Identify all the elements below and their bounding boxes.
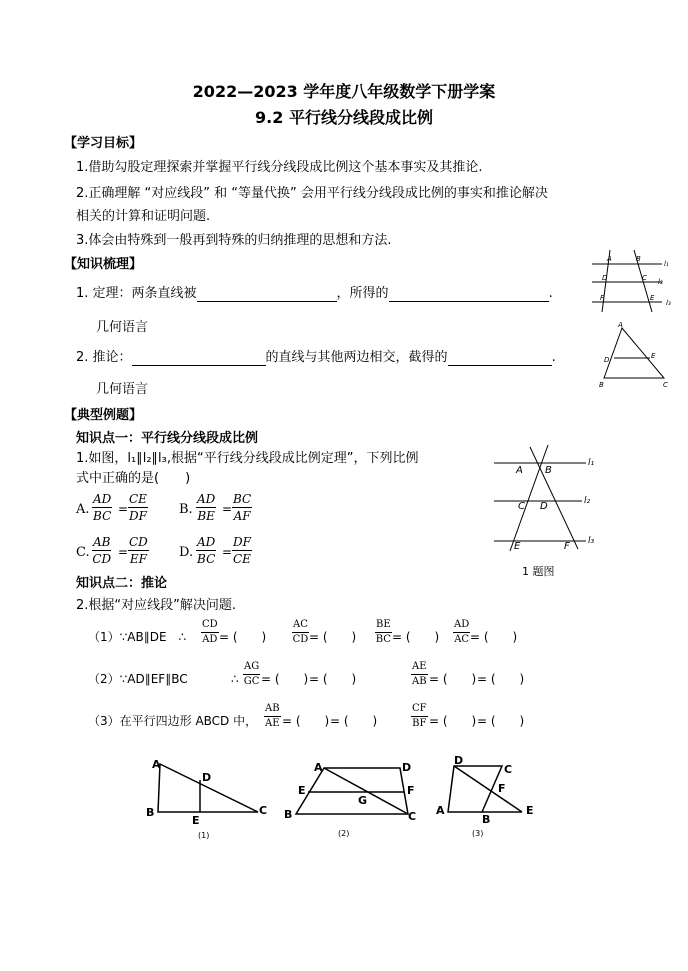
figure-2-caption: (2) [338, 829, 350, 838]
label-l1: l₁ [664, 260, 669, 268]
f1-label-E: E [192, 814, 200, 827]
theorem-end: . [548, 286, 553, 301]
option-D-frac-2: $\frac{DF}{CE}$ [233, 535, 251, 566]
option-B-label: B. [179, 502, 193, 517]
s1-frac-3: $\frac{BE}{BC}$ [375, 619, 391, 645]
f2-label-D: D [402, 761, 412, 774]
s2-blank-4[interactable]: = ( ) [477, 672, 525, 686]
objectives-heading: 【学习目标】 [64, 136, 143, 151]
f3-label-E: E [526, 804, 534, 817]
s1-blank-1[interactable]: = ( ) [219, 630, 267, 644]
question-2: 2.根据“对应线段”解决问题. [76, 598, 237, 613]
question-1-figure-caption: 1 题图 [522, 565, 555, 578]
s3-blank-2[interactable]: = ( ) [330, 714, 378, 728]
theorem-blank-1[interactable] [197, 288, 337, 302]
tri-label-D: D [604, 356, 610, 364]
label-C: C [642, 274, 647, 282]
s1-frac-1: $\frac{CD}{AD}$ [202, 619, 218, 645]
corollary-prefix: 2. 推论： [76, 350, 132, 365]
option-D-frac-1: $\frac{AD}{BC}$ [197, 535, 216, 566]
f2-label-B: B [284, 808, 293, 821]
question-1-line-1: 1.如图，l₁∥l₂∥l₃,根据“平行线分线段成比例定理”，下列比例 [76, 451, 419, 466]
q1-label-F: F [564, 541, 570, 552]
s2-frac-1: $\frac{AG}{GC}$ [243, 661, 260, 687]
figure-1-caption: (1) [198, 831, 210, 840]
corollary-mid: 的直线与其他两边相交，截得的 [265, 350, 448, 365]
corollary-blank-1[interactable] [132, 352, 266, 366]
figure-3 [432, 756, 542, 826]
option-D-label: D. [179, 545, 194, 560]
s3-blank-4[interactable]: = ( ) [477, 714, 525, 728]
label-A: A [607, 255, 612, 263]
f3-label-B: B [482, 813, 491, 826]
theorem-mid: ，所得的 [336, 286, 389, 301]
s2-blank-2[interactable]: = ( ) [309, 672, 357, 686]
tri-label-C: C [663, 381, 668, 389]
option-B-frac-1: $\frac{AD}{BE}$ [197, 492, 216, 523]
geometry-language-1: 几何语言 [96, 320, 149, 335]
tri-label-B: B [599, 381, 604, 389]
lesson-title: 9.2 平行线分线段成比例 [255, 108, 433, 127]
s1-blank-4[interactable]: = ( ) [470, 630, 518, 644]
figure-1 [140, 752, 280, 842]
q1-label-B: B [545, 465, 552, 476]
f3-label-C: C [504, 763, 513, 776]
option-C-frac-1: $\frac{AB}{CD}$ [92, 535, 112, 566]
label-F: F [600, 294, 605, 302]
s2-blank-1[interactable]: = ( ) [261, 672, 309, 686]
figure-3-caption: (3) [472, 829, 484, 838]
s1-frac-4: $\frac{AD}{AC}$ [454, 619, 470, 645]
f3-label-A: A [436, 804, 445, 817]
f1-label-A: A [152, 758, 161, 771]
label-l2: l₂ [658, 278, 663, 286]
f3-label-F: F [498, 782, 506, 795]
worksheet-page: 2022—2023 学年度八年级数学下册学案 9.2 平行线分线段成比例 【学习目标】 1.借助勾股定理探索并掌握平行线分线段成比例这个基本事实及其推论. 2.正确理解 “对应线段” 和 “等量代换” 会用平行线分线段成比例的事实和推论解决 相关的计算和证明问题. 3.体会由特殊到一般再到特殊的归纳推理的思想和方法. 【知识梳理】 1. 定理：两条直线被 ，所得的 . 几何语言 2. 推论： 的直线与其他两边相交，截得的 . 几何语言 A B D C F E l₁ l₂ l₃ A D E B C 【典型例题】 知识点一：平行线分线段成比例 1.如图，l₁∥l₂∥l₃,根据“平行线分线段成比例定理”，下列比例 式中正确的是( ) A. $\frac{AD}{BC}$ = $\frac{CE}{DF}$ B. $\frac{AD}{BE}$ = $\frac{BC}{AF}$ C. $\frac{AB}{CD}$ = $\frac{CD}{EF}$ D. $\frac{AD}{BC}$ = $\frac{DF}{CE}$ A B C D E F l₁ l₂ l₃ 1 题图 知识点二：推论 2.根据“对应线段”解决问题. （1）∵AB∥DE ∴ $\frac{CD}{AD}$ = ( ) $\frac{AC}{CD}$ = ( ) $\frac{BE}{BC}$ = ( ) $\frac{AD}{AC}$ = ( ) （2）∵AD∥EF∥BC ∴ $\frac{AG}{GC}$ = ( ) = ( ) $\frac{AE}{AB}$ = ( ) = ( ) （3）在平行四边形 ABCD 中， $\frac{AB}{AE}$ = ( ) = ( ) $\frac{CF}{BF}$ = ( ) = ( ) A D B E C (1) A D E G F B C (2) D C F A B E (3) [0, 0, 688, 971]
label-D: D [602, 274, 608, 282]
parallel-lines-figure [590, 250, 680, 320]
q1-label-D: D [540, 501, 548, 512]
theorem-blank-2[interactable] [389, 288, 549, 302]
knowledge-point-1: 知识点一：平行线分线段成比例 [76, 431, 259, 446]
option-C-frac-2: $\frac{CD}{EF}$ [129, 535, 148, 566]
s2-frac-2: $\frac{AE}{AB}$ [411, 661, 427, 687]
triangle-figure [596, 322, 676, 392]
corollary-blank-2[interactable] [448, 352, 552, 366]
s1-blank-3[interactable]: = ( ) [392, 630, 440, 644]
q1-label-C: C [518, 501, 525, 512]
f2-label-G: G [358, 794, 368, 807]
sub-question-3-prefix: （3）在平行四边形 ABCD 中， [88, 714, 258, 728]
s3-frac-1: $\frac{AB}{AE}$ [265, 703, 280, 729]
s1-blank-2[interactable]: = ( ) [309, 630, 357, 644]
f2-label-F: F [407, 784, 415, 797]
s3-frac-2: $\frac{CF}{BF}$ [412, 703, 427, 729]
sub-question-2-therefore: ∴ [231, 672, 239, 686]
option-C-label: C. [76, 545, 90, 560]
option-A-frac-1: $\frac{AD}{BC}$ [93, 492, 112, 523]
worksheet-title: 2022—2023 学年度八年级数学下册学案 [192, 82, 496, 101]
s3-blank-3[interactable]: = ( ) [429, 714, 477, 728]
objective-2-cont: 相关的计算和证明问题. [76, 209, 211, 224]
objective-3: 3.体会由特殊到一般再到特殊的归纳推理的思想和方法. [76, 233, 392, 248]
tri-label-A: A [618, 321, 623, 329]
q1-label-l3: l₃ [588, 536, 595, 546]
sub-question-1-prefix: （1）∵AB∥DE ∴ [88, 630, 187, 644]
theorem-prefix: 1. 定理：两条直线被 [76, 286, 197, 301]
sub-question-2-prefix: （2）∵AD∥EF∥BC [88, 672, 188, 686]
q1-label-E: E [514, 541, 521, 552]
theorem-line [76, 286, 553, 302]
option-A-frac-2: $\frac{CE}{DF}$ [129, 492, 147, 523]
f2-label-A: A [314, 761, 323, 774]
examples-heading: 【典型例题】 [64, 408, 143, 423]
f1-label-B: B [146, 806, 155, 819]
corollary-line [76, 350, 556, 366]
objective-2: 2.正确理解 “对应线段” 和 “等量代换” 会用平行线分线段成比例的事实和推论解决 [76, 186, 548, 201]
knowledge-heading: 【知识梳理】 [64, 257, 143, 272]
q1-label-A: A [516, 465, 523, 476]
q1-label-l1: l₁ [588, 458, 595, 468]
s3-blank-1[interactable]: = ( ) [282, 714, 330, 728]
tri-label-E: E [651, 352, 656, 360]
s2-blank-3[interactable]: = ( ) [429, 672, 477, 686]
corollary-end: . [551, 350, 556, 365]
f2-label-C: C [408, 810, 417, 823]
s1-frac-2: $\frac{AC}{CD}$ [292, 619, 309, 645]
label-B: B [636, 255, 641, 263]
q1-label-l2: l₂ [584, 496, 591, 506]
f1-label-D: D [202, 771, 212, 784]
f3-label-D: D [454, 754, 464, 767]
label-E: E [650, 294, 655, 302]
question-1-figure [490, 445, 610, 555]
figure-2 [278, 758, 438, 828]
geometry-language-2: 几何语言 [96, 382, 149, 397]
question-1-line-2: 式中正确的是( ) [76, 471, 191, 486]
objective-1: 1.借助勾股定理探索并掌握平行线分线段成比例这个基本事实及其推论. [76, 160, 483, 175]
label-l3: l₃ [666, 299, 671, 307]
option-B-frac-2: $\frac{BC}{AF}$ [233, 492, 252, 523]
knowledge-point-2: 知识点二：推论 [76, 576, 168, 591]
f2-label-E: E [298, 784, 306, 797]
f1-label-C: C [259, 804, 268, 817]
option-A-label: A. [76, 502, 90, 517]
